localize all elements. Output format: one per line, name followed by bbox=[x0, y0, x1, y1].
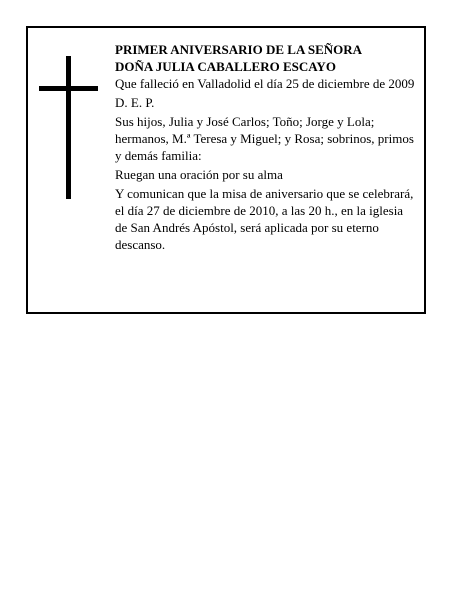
family-list: Sus hijos, Julia y José Carlos; Toño; Jorge y Lola; hermanos, M.ª Teresa y Miguel; y Rosa; sobrinos, primos y demás familia: bbox=[115, 114, 414, 163]
notice-title bbox=[115, 41, 415, 75]
dep-line: D. E. P. bbox=[115, 95, 155, 110]
cross-horizontal-bar bbox=[39, 86, 98, 91]
obituary-notice bbox=[26, 26, 426, 314]
prayer-request: Ruegan una oración por su alma bbox=[115, 167, 283, 182]
mass-announcement: Y comunican que la misa de aniversario que se celebrará, el día 27 de diciembre de 2010, a las 20 h., en la iglesia de San Andrés Apóstol, será aplicada por su eterno descanso. bbox=[115, 186, 414, 252]
title-line-2: DOÑA JULIA CABALLERO ESCAYO bbox=[115, 59, 336, 74]
title-line-1: PRIMER ANIVERSARIO DE LA SEÑORA bbox=[115, 42, 363, 57]
death-info: Que falleció en Valladolid el día 25 de diciembre de 2009 bbox=[115, 76, 415, 91]
cross-vertical-bar bbox=[66, 56, 71, 199]
notice-text bbox=[115, 41, 415, 255]
